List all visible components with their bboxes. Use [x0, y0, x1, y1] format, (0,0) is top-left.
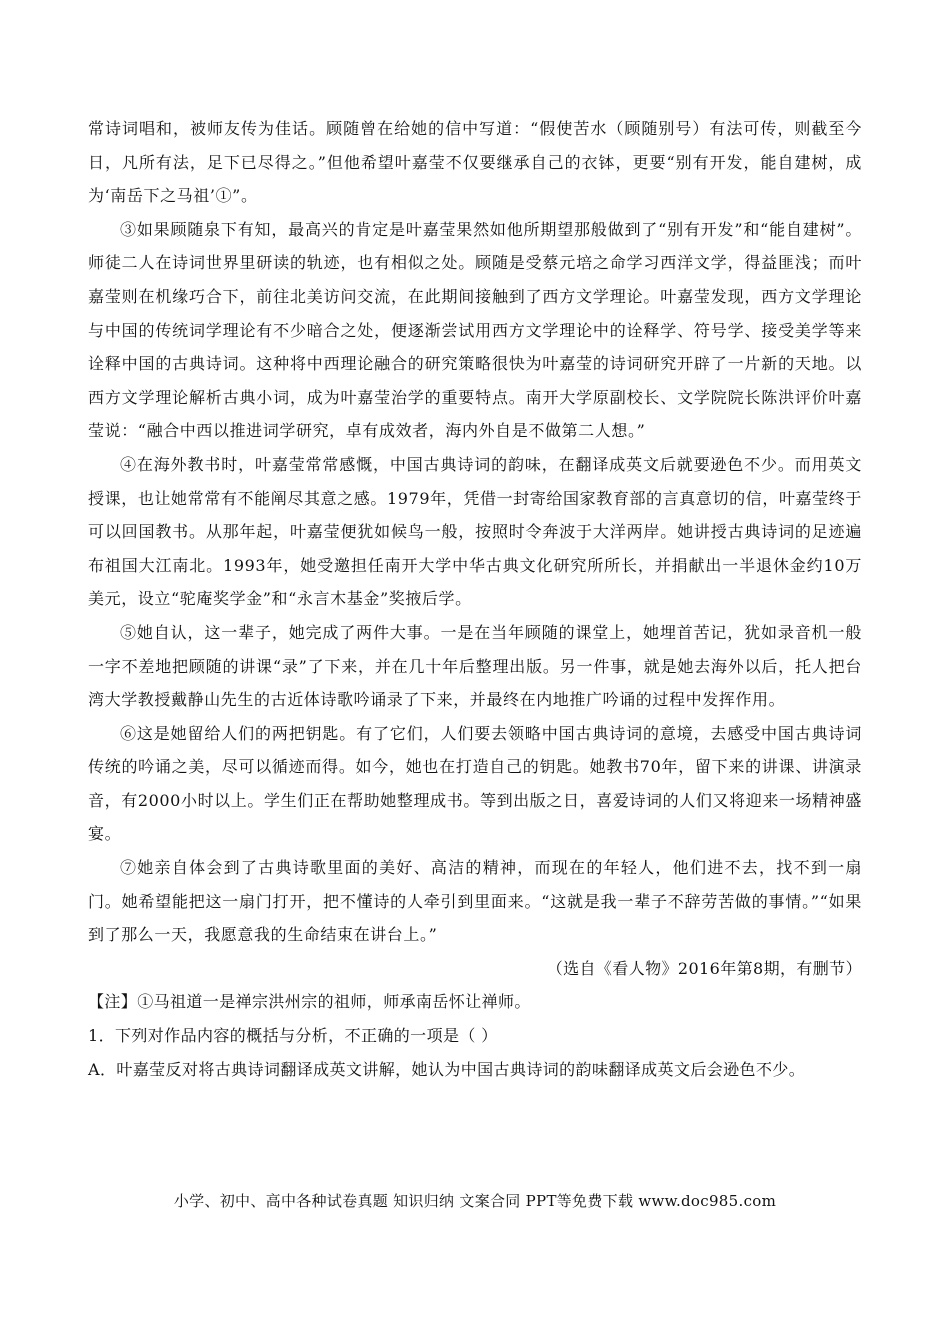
article-paragraph-continued: 常诗词唱和，被师友传为佳话。顾随曾在给她的信中写道：“假使苦水（顾随别号）有法可传，则截至今日，凡所有法，足下已尽得之。”但他希望叶嘉莹不仅要继承自己的衣钵，更要“别有开发，能自建树，成为‘南岳下之马祖’①”。: [88, 119, 862, 206]
article-source: （选自《看人物》2016年第8期，有删节）: [546, 958, 862, 978]
page-footer: 小学、初中、高中各种试卷真题 知识归纳 文案合同 PPT等免费下载 www.doc985.com: [173, 1192, 777, 1210]
document-body: [88, 112, 862, 1086]
article-paragraph-6: ⑥这是她留给人们的两把钥匙。有了它们，人们要去领略中国古典诗词的意境，去感受中国古典诗词传统的吟诵之美，尽可以循迹而得。如今，她也在打造自己的钥匙。她教书70年，留下来的讲课、讲演录音，有2000小时以上。学生们正在帮助她整理成书。等到出版之日，喜爱诗词的人们又将迎来一场精神盛宴。: [88, 723, 862, 844]
footnote: 【注】①马祖道一是禅宗洪州宗的祖师，师承南岳怀让禅师。: [88, 992, 531, 1012]
article-paragraph-4: ④在海外教书时，叶嘉莹常常感慨，中国古典诗词的韵味，在翻译成英文后就要逊色不少。而用英文授课，也让她常常有不能阐尽其意之感。1979年，凭借一封寄给国家教育部的言真意切的信，叶嘉莹终于可以回国教书。从那年起，叶嘉莹便犹如候鸟一般，按照时令奔波于大洋两岸。她讲授古典诗词的足迹遍布祖国大江南北。1993年，她受邀担任南开大学中华古典文化研究所所长，并捐献出一半退休金约10万美元，设立“驼庵奖学金”和“永言木基金”奖掖后学。: [88, 454, 862, 609]
article-paragraph-3: ③如果顾随泉下有知，最高兴的肯定是叶嘉莹果然如他所期望那般做到了“别有开发”和“能自建树”。师徒二人在诗词世界里研读的轨迹，也有相似之处。顾随是受蔡元培之命学习西洋文学，得益匪浅；而叶嘉莹则在机缘巧合下，前往北美访问交流，在此期间接触到了西方文学理论。叶嘉莹发现，西方文学理论与中国的传统词学理论有不少暗合之处，便逐渐尝试用西方文学理论中的诠释学、符号学、接受美学等来诠释中国的古典诗词。这种将中西理论融合的研究策略很快为叶嘉莹的诗词研究开辟了一片新的天地。以西方文学理论解析古典小词，成为叶嘉莹治学的重要特点。南开大学原副校长、文学院院长陈洪评价叶嘉莹说：“融合中西以推进词学研究，卓有成效者，海内外自是不做第二人想。”: [88, 219, 862, 441]
question-option-a: A．叶嘉莹反对将古典诗词翻译成英文讲解，她认为中国古典诗词的韵味翻译成英文后会逊色不少。: [88, 1059, 806, 1079]
article-paragraph-7: ⑦她亲自体会到了古典诗歌里面的美好、高洁的精神，而现在的年轻人，他们进不去，找不到一扇门。她希望能把这一扇门打开，把不懂诗的人牵引到里面来。“这就是我一辈子不辞劳苦做的事情。”“如果到了那么一天，我愿意我的生命结束在讲台上。”: [88, 858, 862, 945]
question-stem: 1．下列对作品内容的概括与分析，不正确的一项是（ ）: [88, 1026, 498, 1046]
article-paragraph-5: ⑤她自认，这一辈子，她完成了两件大事。一是在当年顾随的课堂上，她埋首苦记，犹如录音机一般一字不差地把顾随的讲课“录”了下来，并在几十年后整理出版。另一件事，就是她去海外以后，托人把台湾大学教授戴静山先生的古近体诗歌吟诵录了下来，并最终在内地推广吟诵的过程中发挥作用。: [88, 622, 862, 710]
